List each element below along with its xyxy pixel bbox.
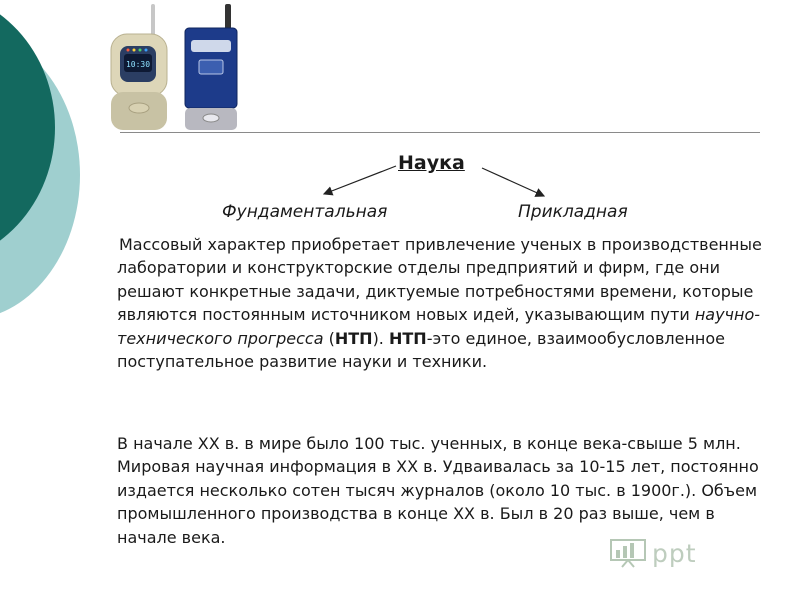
watermark <box>610 538 697 568</box>
paragraph1-bold-ntp-2: НТП <box>388 328 427 348</box>
presentation-icon <box>610 538 646 568</box>
branch-applied: Прикладная <box>518 202 628 222</box>
phone-display-time: 10:30 <box>125 60 151 69</box>
slide-title: Наука <box>398 152 465 174</box>
paragraph1-text-d: -это единое, взаимообусловленное поступательное развитие науки и техники. <box>117 328 725 372</box>
branch-fundamental: Фундаментальная <box>222 202 388 222</box>
paragraph-twentieth-century: В начале XX в. в мире было 100 тыс. ученных, в конце века-свыше 5 млн. Мировая научная информация в XX в. Удваивалась за 10-15 лет, постоянно издается несколько сотен тысяч журналов (около 10 тыс. в 1900г.). Объем промышленного производства в конце XX в. Был в 20 раз выше, чем в начале века. <box>117 434 759 547</box>
paragraph1-text-a: Массовый характер приобретает привлечение ученых в производственные лаборатории и конструкторские отделы предприятий и фирм, где они решают конкретные задачи, диктуемые потребностями времени, которые являются постоянным источником новых идей, указывающим пути <box>117 235 762 325</box>
paragraph1-text-c: ). <box>372 328 389 348</box>
paragraph-mass-character <box>117 233 767 373</box>
paragraph1-italic-ntp: научно-технического прогресса <box>117 305 761 348</box>
paragraph1-text-b: ( <box>323 328 335 348</box>
arrow-to-fundamental <box>324 166 396 194</box>
paragraph1-bold-ntp-1: НТП <box>334 328 373 348</box>
watermark-text: ppt <box>652 538 697 568</box>
arrow-to-applied <box>482 168 544 196</box>
